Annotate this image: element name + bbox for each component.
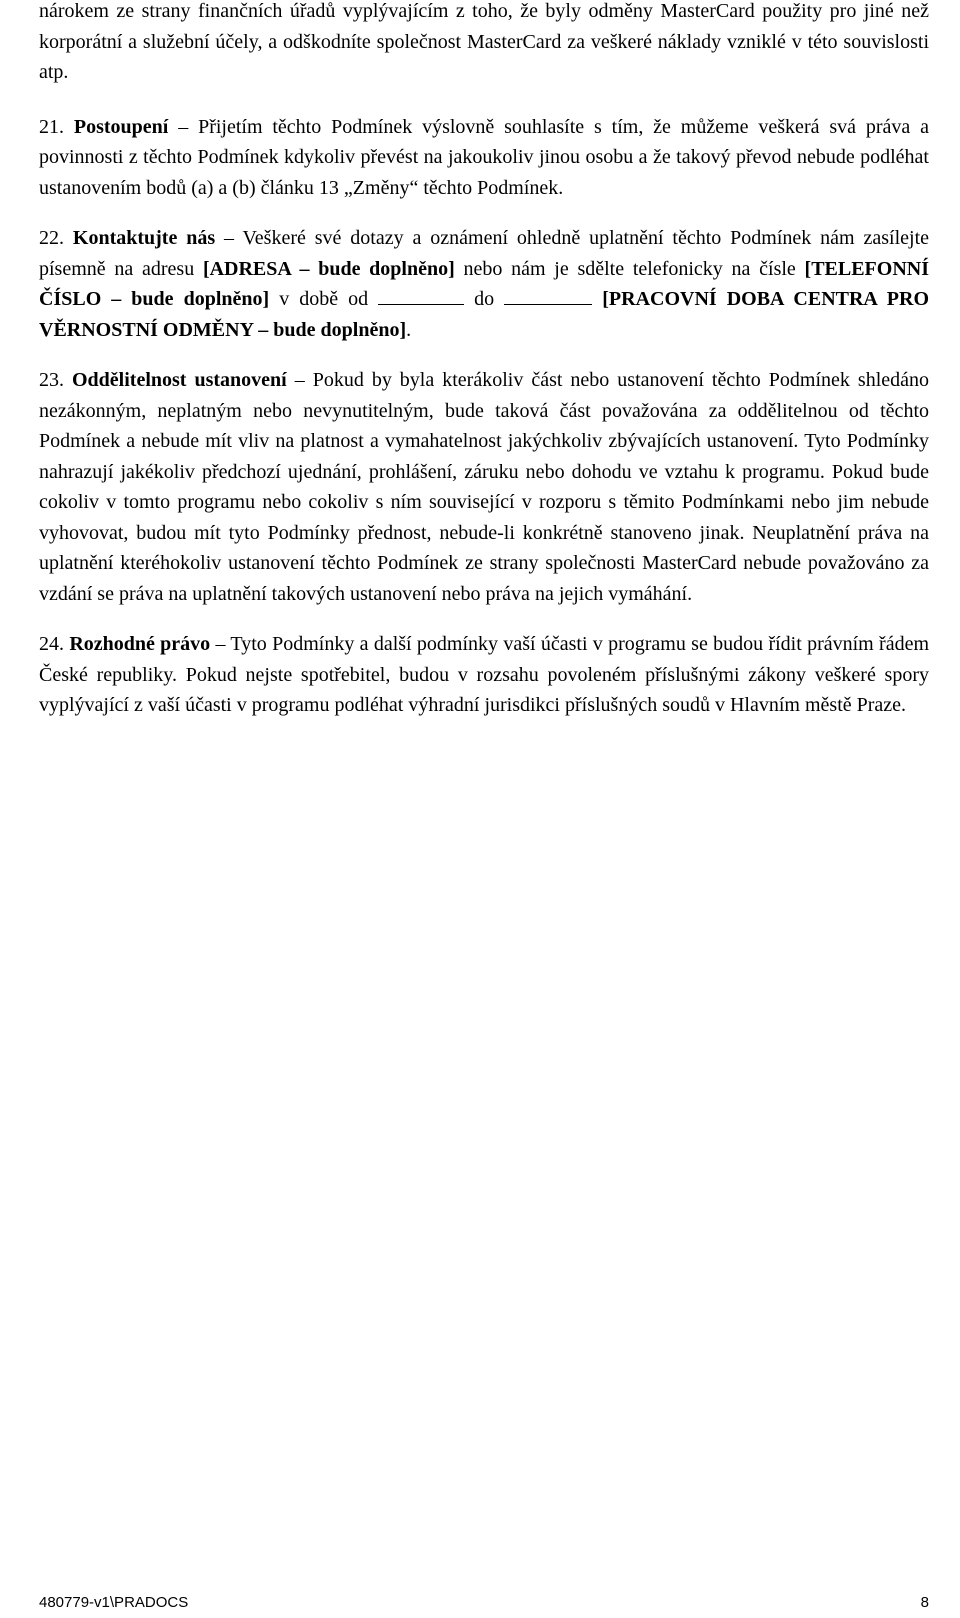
time-from-blank bbox=[378, 286, 464, 305]
phone-placeholder: [TELEFONNÍ ČÍSLO – bude doplněno] bbox=[39, 257, 929, 310]
clause-number: 21. bbox=[39, 115, 64, 138]
clause-title: Postoupení bbox=[73, 115, 169, 138]
clause-number: 23. bbox=[39, 369, 64, 391]
clause-title: Rozhodné právo bbox=[69, 633, 211, 655]
clause-body: nebo nám je sdělte telefonicky na čísle bbox=[454, 257, 805, 280]
clause-24 bbox=[39, 629, 929, 721]
document-page bbox=[39, 0, 929, 741]
clause-body: do bbox=[464, 288, 505, 310]
clause-body: – Přijetím těchto Podmínek výslovně souhlasíte s tím, že můžeme veškerá svá práva a povinnosti z těchto Podmínek kdykoliv převést na jakoukoliv jinou osobu a že takový převod nebude podléhat ustanovením bodů (a) a (b) článku 13 „Změny“ těchto Podmínek. bbox=[39, 115, 930, 199]
clause-number: 24. bbox=[39, 633, 64, 655]
document-reference: 480779-v1\PRADOCS bbox=[39, 1594, 189, 1611]
address-placeholder: [ADRESA – bude doplněno] bbox=[202, 257, 455, 280]
clause-body: – Pokud by byla kterákoliv část nebo ustanovení těchto Podmínek shledáno nezákonným, neplatným nebo nevynutitelným, bude taková část považována za oddělitelnou od těchto Podmínek a nebude mít vliv na platnost a vymahatelnost jakýchkoliv zbývajících ustanovení. Tyto Podmínky nahrazují jakékoliv předchozí ujednání, prohlášení, záruku nebo dohodu ve vztahu k programu. Pokud bude cokoliv v tomto programu nebo cokoliv s ním související v rozporu s těmito Podmínkami nebo jim nebude vyhovovat, budou mít tyto Podmínky přednost, nebude-li konkrétně stanoveno jinak. Neuplatnění práva na uplatnění kteréhokoliv ustanovení těchto Podmínek ze strany společnosti MasterCard nebude považováno za vzdání se práva na uplatnění takových ustanovení nebo práva na jejich vymáhání. bbox=[39, 369, 929, 605]
clause-21 bbox=[39, 112, 929, 204]
hours-placeholder: [PRACOVNÍ DOBA CENTRA PRO VĚRNOSTNÍ ODMĚNY – bude doplněno] bbox=[39, 288, 930, 341]
clause-number: 22. bbox=[39, 227, 64, 249]
page-number: 8 bbox=[920, 1594, 929, 1611]
clause-body: – Tyto Podmínky a další podmínky vaší účasti v programu se budou řídit právním řádem České republiky. Pokud nejste spotřebitel, budou v rozsahu povoleném příslušnými zákony veškeré spory vyplývající z vaší účasti v programu podléhat výhradní jurisdikci příslušných soudů v Hlavním městě Praze. bbox=[39, 633, 929, 716]
clause-title: Oddělitelnost ustanovení bbox=[72, 369, 287, 391]
clause-23 bbox=[39, 365, 929, 609]
time-to-blank bbox=[504, 286, 592, 305]
clause-body: – Veškeré své dotazy a oznámení ohledně uplatnění těchto Podmínek nám zasílejte písemně na adresu bbox=[39, 227, 929, 280]
clause-body: v době od bbox=[269, 288, 379, 310]
clause-title: Kontaktujte nás bbox=[72, 227, 216, 249]
clause-end: . bbox=[406, 318, 412, 341]
intro-paragraph: nárokem ze strany finančních úřadů vyplývajícím z toho, že byly odměny MasterCard použity pro jiné než korporátní a služební účely, a odškodníte společnost MasterCard za veškeré náklady vzniklé v této souvislosti atp. bbox=[39, 0, 929, 83]
clause-22 bbox=[39, 223, 929, 345]
